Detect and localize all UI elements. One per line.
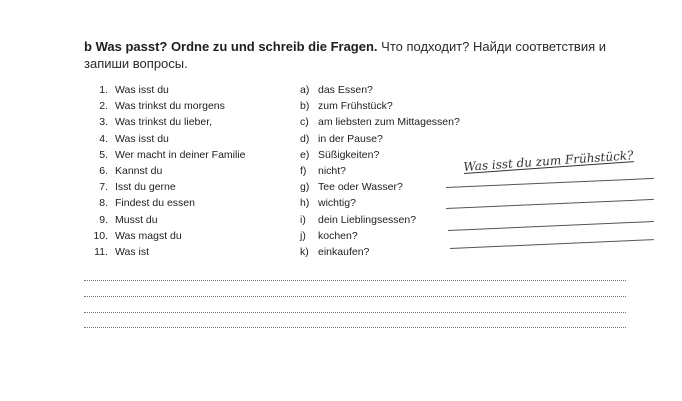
answer-line[interactable]	[84, 312, 626, 313]
right-item	[300, 98, 500, 114]
item-text: wichtig?	[318, 197, 356, 210]
left-item	[86, 147, 286, 163]
item-number: 8.	[99, 197, 108, 210]
left-item	[86, 195, 286, 211]
item-text: Musst du	[115, 213, 158, 226]
item-letter: f)	[300, 164, 307, 177]
answer-line[interactable]	[84, 280, 626, 281]
left-item	[86, 228, 286, 244]
item-number: 10.	[93, 229, 108, 242]
item-letter: h)	[300, 197, 310, 210]
left-item	[86, 212, 286, 228]
exercise-title-ru: Что подходит? Найди соответствия и запиши вопросы.	[84, 39, 607, 71]
item-number: 2.	[99, 100, 108, 113]
handwritten-answer-area	[446, 150, 656, 250]
left-item	[86, 98, 286, 114]
handwritten-answer: Was isst du zum Frühstück?	[463, 148, 634, 174]
left-item	[86, 179, 286, 195]
answer-line[interactable]	[84, 327, 626, 328]
item-number: 4.	[99, 132, 108, 145]
exercise-heading	[84, 38, 644, 72]
item-number: 3.	[99, 116, 108, 129]
item-number: 6.	[99, 164, 108, 177]
item-text: Kannst du	[115, 164, 163, 177]
item-letter: i)	[300, 213, 306, 226]
item-number: 7.	[99, 181, 108, 194]
item-text: Findest du essen	[115, 197, 195, 210]
left-item	[86, 131, 286, 147]
item-letter: j)	[300, 229, 306, 242]
item-letter: c)	[300, 116, 309, 129]
left-item	[86, 82, 286, 98]
item-text: einkaufen?	[318, 245, 370, 258]
left-item	[86, 114, 286, 130]
writing-line[interactable]	[448, 221, 654, 231]
right-item	[300, 114, 500, 130]
exercise-letter: b	[84, 39, 92, 54]
item-text: dein Lieblingsessen?	[318, 213, 417, 226]
item-text: Wer macht in deiner Familie	[115, 148, 246, 161]
item-text: Was magst du	[115, 229, 182, 242]
right-item	[300, 131, 500, 147]
item-text: das Essen?	[318, 84, 373, 96]
item-text: am liebsten zum Mittagessen?	[318, 116, 460, 129]
item-letter: e)	[300, 148, 310, 161]
item-letter: b)	[300, 100, 310, 113]
item-text: Was ist	[115, 245, 150, 258]
left-item	[86, 163, 286, 179]
left-column	[86, 82, 286, 260]
writing-line[interactable]	[450, 239, 654, 249]
item-text: in der Pause?	[318, 132, 383, 145]
item-text: nicht?	[318, 164, 347, 177]
writing-line[interactable]	[446, 199, 654, 209]
item-letter: g)	[300, 181, 310, 194]
item-text: Isst du gerne	[115, 181, 176, 194]
item-number: 1.	[99, 84, 108, 96]
exercise-title-de: Was passt? Ordne zu und schreib die Fragen.	[95, 39, 378, 54]
item-text: zum Frühstück?	[318, 100, 393, 113]
item-letter: d)	[300, 132, 310, 145]
item-number: 5.	[99, 148, 108, 161]
item-text: kochen?	[318, 229, 358, 242]
item-number: 11.	[94, 245, 108, 258]
item-text: Süßigkeiten?	[318, 148, 380, 161]
item-text: Was isst du	[115, 84, 169, 96]
item-number: 9.	[99, 213, 108, 226]
writing-line[interactable]	[446, 178, 654, 188]
item-text: Was trinkst du morgens	[115, 100, 225, 113]
item-letter: a)	[300, 84, 310, 96]
item-text: Was trinkst du lieber,	[115, 116, 213, 129]
right-item	[300, 82, 500, 98]
item-text: Tee oder Wasser?	[318, 181, 403, 194]
item-text: Was isst du	[115, 132, 169, 145]
left-item	[86, 244, 286, 260]
item-letter: k)	[300, 245, 309, 258]
answer-line[interactable]	[84, 296, 626, 297]
